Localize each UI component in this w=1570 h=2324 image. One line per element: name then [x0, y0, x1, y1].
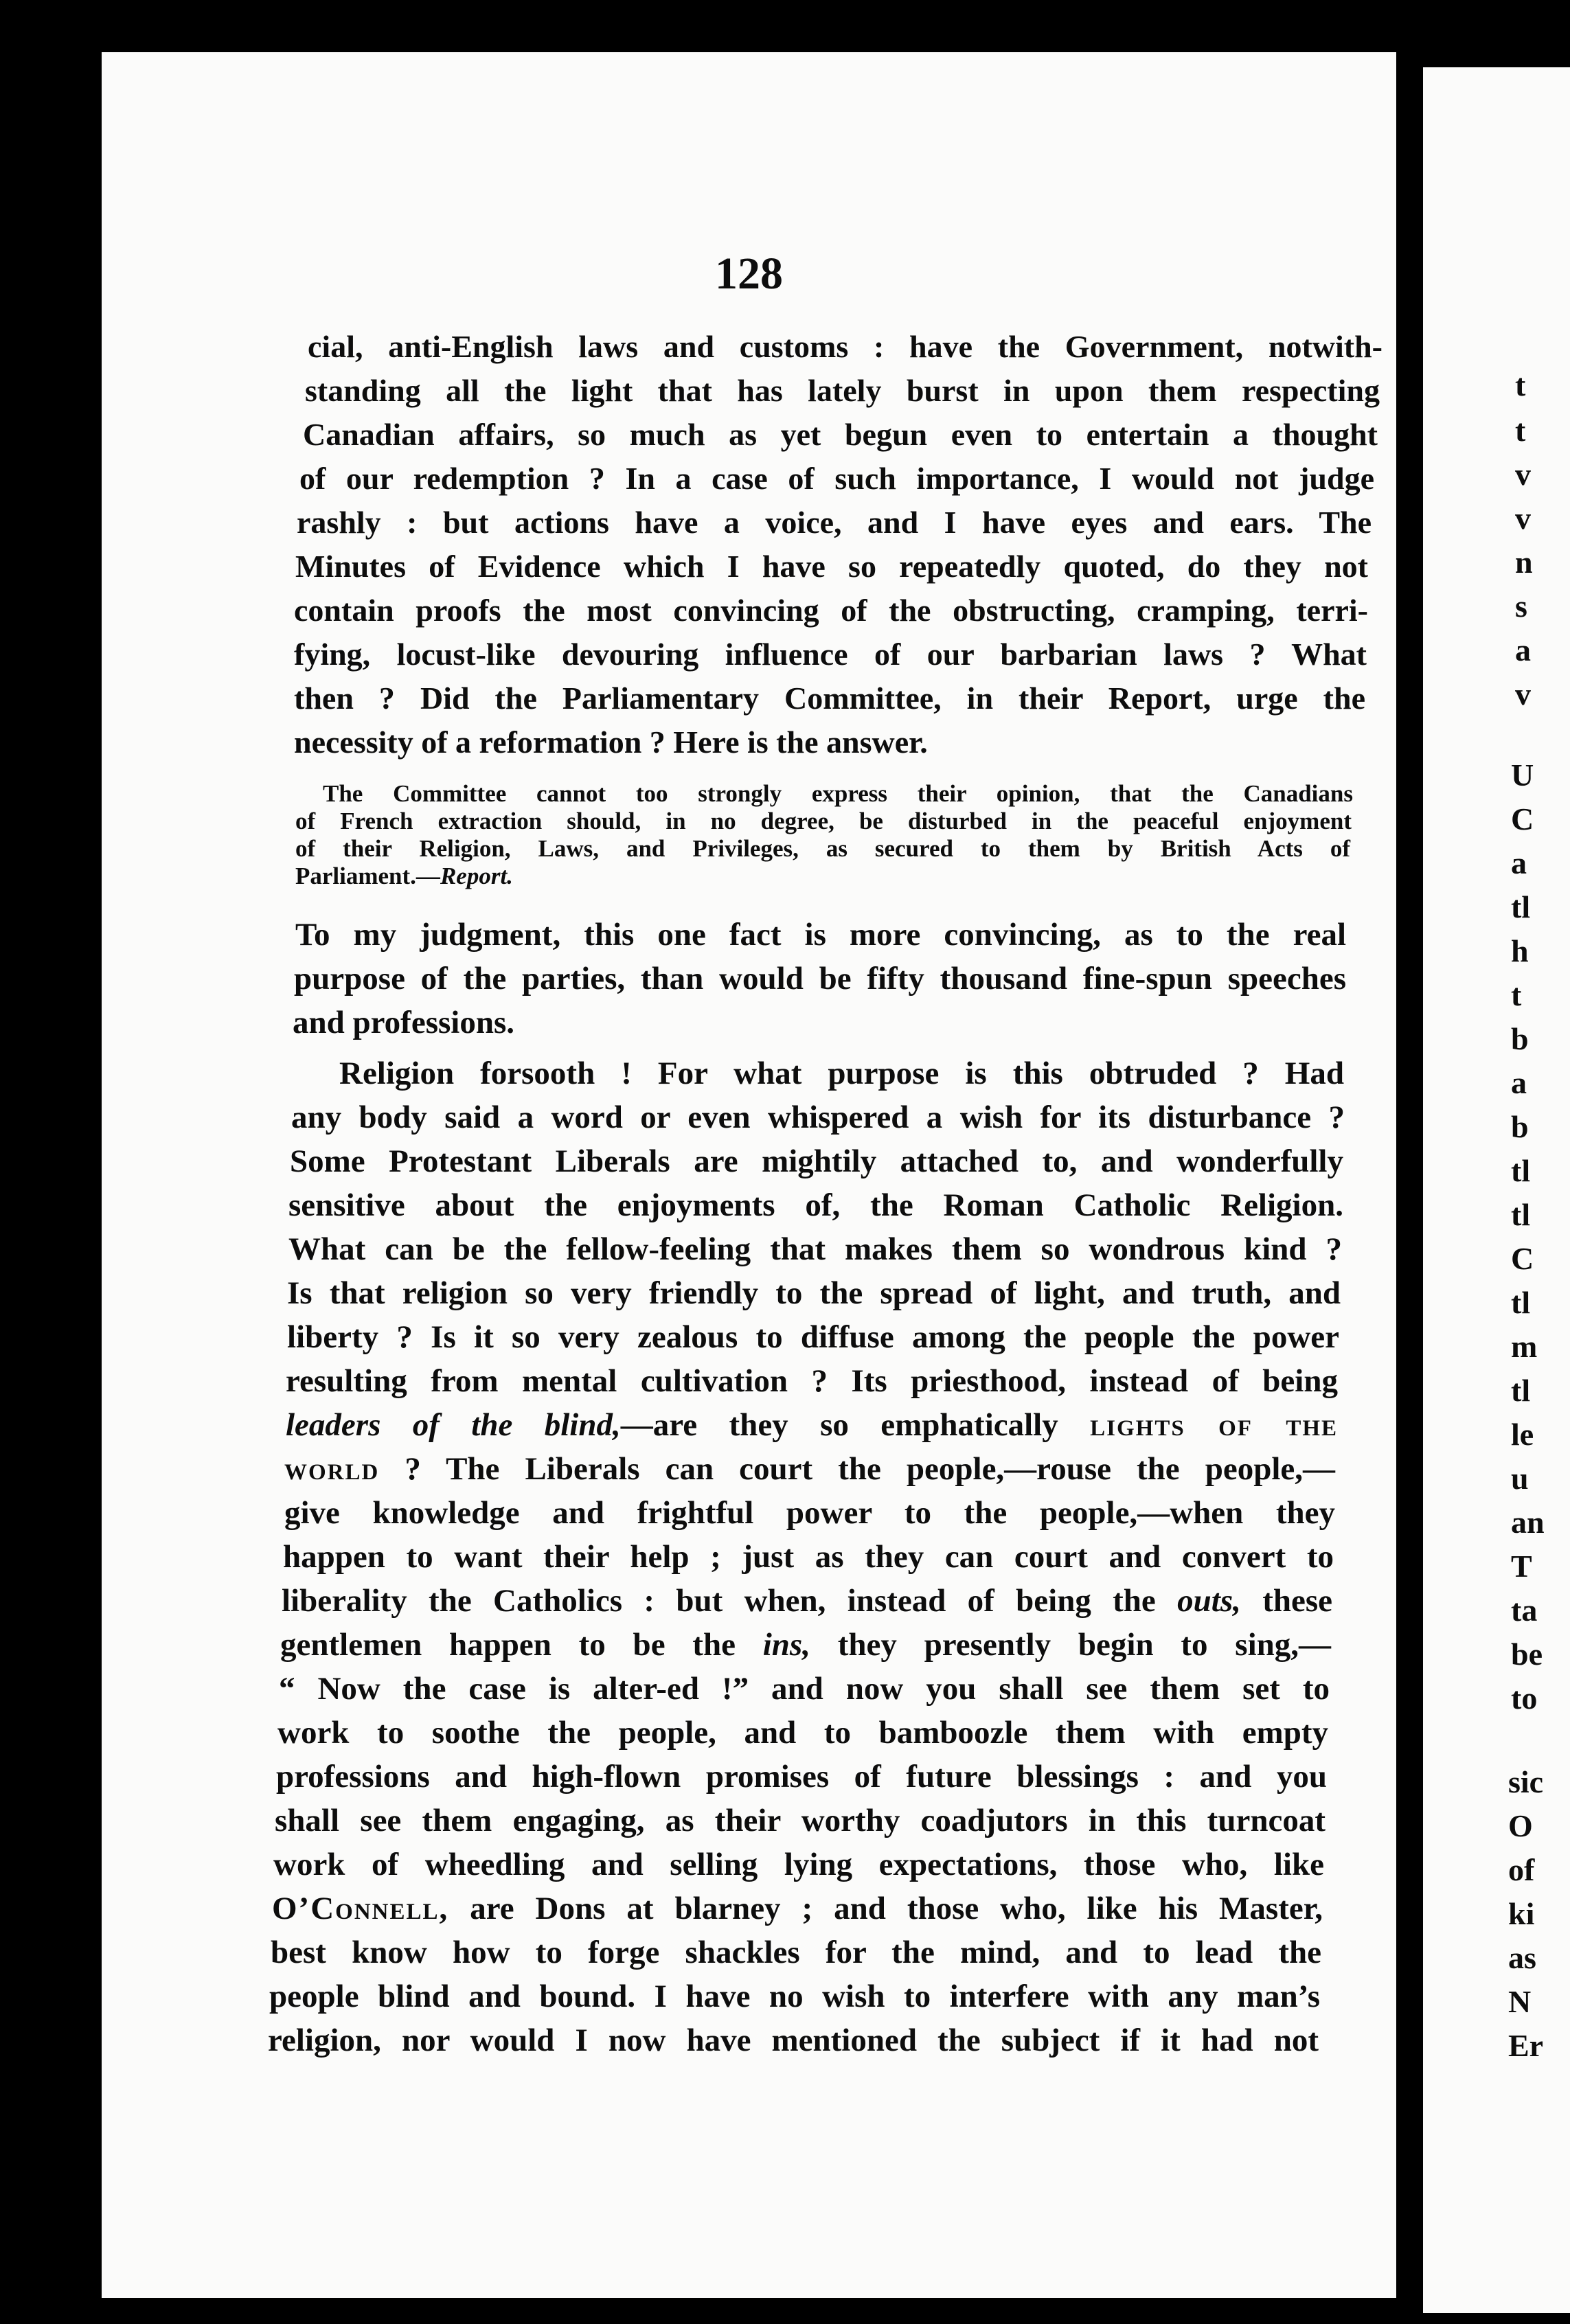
small-caps-phrase: lights of the — [1090, 1407, 1339, 1443]
text-line: What can be the fellow-feeling that makes them so wondrous kind ? — [288, 1231, 1342, 1267]
right-page-fragment: n — [1515, 545, 1533, 580]
text-line: people blind and bound. I have no wish to interfere with any man’s — [269, 1979, 1320, 2014]
italic-phrase: leaders of the blind, — [286, 1407, 621, 1443]
right-page-fragment: a — [1515, 633, 1531, 668]
text-line: necessity of a reformation ? Here is the answer. — [294, 725, 928, 760]
text-line — [282, 1582, 1332, 1619]
right-page-fragment: an — [1511, 1505, 1545, 1540]
small-caps-phrase: world — [284, 1451, 380, 1487]
right-page-fragment: as — [1508, 1940, 1536, 1975]
text-line: then ? Did the Parliamentary Committee, in their Report, urge the — [294, 681, 1365, 716]
text-line — [280, 1626, 1331, 1663]
right-page-fragment: ta — [1511, 1593, 1538, 1628]
right-page-fragment: tl — [1511, 1153, 1531, 1188]
text-line: contain proofs the most convincing of the obstructing, cramping, terri- — [294, 593, 1368, 628]
right-page-fragment: N — [1508, 1984, 1532, 2019]
text-line: happen to want their help ; just as they can court and convert to — [283, 1539, 1334, 1575]
right-page-fragment: U — [1511, 757, 1534, 793]
right-page-fragment: m — [1511, 1329, 1538, 1364]
right-page-fragment: tl — [1511, 1285, 1531, 1320]
right-page-fragment: b — [1511, 1109, 1529, 1144]
text-line: fying, locust-like devouring influence of our barbarian laws ? What — [294, 637, 1367, 672]
text-line: Canadian affairs, so much as yet begun even to entertain a thought — [303, 417, 1378, 452]
text-line: liberty ? Is it so very zealous to diffuse among the people the power — [287, 1319, 1339, 1355]
text-line: religion, nor would I now have mentioned the subject if it had not — [268, 2023, 1319, 2058]
right-page-fragment: v — [1515, 676, 1531, 711]
text-segment: gentlemen happen to be the — [280, 1627, 736, 1663]
right-page-fragment: tl — [1511, 1373, 1531, 1408]
right-page-fragment: h — [1511, 933, 1529, 968]
quote-text: Parliament.— — [295, 863, 440, 889]
right-page-fragment: C — [1511, 1241, 1534, 1276]
text-segment: ? The Liberals can court the people,—rouse the people,— — [405, 1451, 1336, 1487]
right-page-fragment: tl — [1511, 889, 1531, 924]
text-line: resulting from mental cultivation ? Its priesthood, instead of being — [286, 1363, 1338, 1399]
right-page-fragment: ki — [1508, 1896, 1535, 1931]
text-line: rashly : but actions have a voice, and I have eyes and ears. The — [297, 505, 1372, 540]
page-number: 128 — [715, 249, 783, 299]
text-line: Some Protestant Liberals are mightily attached to, and wonderfully — [290, 1143, 1343, 1179]
text-line: Minutes of Evidence which I have so repeatedly quoted, do they not — [295, 549, 1368, 584]
text-line: work to soothe the people, and to bamboozle them with empty — [277, 1715, 1328, 1751]
text-segment: liberality the Catholics : but when, instead of being the — [282, 1583, 1156, 1619]
quote-line: The Committee cannot too strongly express their opinion, that the Canadians — [323, 780, 1353, 807]
right-page-fragment: t — [1515, 367, 1526, 402]
text-line: purpose of the parties, than would be fifty thousand fine-spun speeches — [294, 961, 1346, 996]
quote-line: of their Religion, Laws, and Privileges, as secured to them by British Acts of — [295, 835, 1350, 862]
text-line: shall see them engaging, as their worthy coadjutors in this turncoat — [275, 1803, 1326, 1838]
text-line: best know how to forge shackles for the mind, and to lead the — [271, 1935, 1321, 1970]
right-page-fragment: be — [1511, 1637, 1543, 1672]
right-page-fragment: T — [1511, 1549, 1532, 1584]
left-page — [102, 52, 1396, 2298]
right-page-fragment: s — [1515, 589, 1527, 624]
right-page-fragment: t — [1515, 413, 1526, 448]
right-page-fragment: a — [1511, 1065, 1527, 1100]
right-page-fragment: tl — [1511, 1197, 1531, 1232]
right-page-fragment: v — [1515, 457, 1531, 492]
right-page-fragment: u — [1511, 1461, 1529, 1496]
text-line: of our redemption ? In a case of such importance, I would not judge — [299, 461, 1374, 496]
right-page-fragment: le — [1511, 1417, 1534, 1452]
right-page-fragment: C — [1511, 801, 1534, 836]
italic-phrase: ins, — [762, 1627, 810, 1663]
text-line: and professions. — [293, 1005, 515, 1040]
text-segment: —are they so emphatically — [620, 1407, 1058, 1443]
text-line: cial, anti-English laws and customs : have the Government, notwith- — [308, 329, 1383, 364]
text-line: professions and high-flown promises of future blessings : and you — [276, 1759, 1327, 1795]
text-line: Is that religion so very friendly to the spread of light, and truth, and — [287, 1275, 1341, 1311]
small-caps-phrase: O’Connell, — [272, 1891, 449, 1926]
text-line: standing all the light that has lately burst in upon them respecting — [305, 373, 1380, 408]
quote-line — [295, 863, 513, 890]
right-page-fragment: O — [1508, 1808, 1533, 1843]
italic-phrase: outs, — [1177, 1583, 1241, 1619]
text-line: Religion forsooth ! For what purpose is this obtruded ? Had — [339, 1056, 1344, 1091]
right-page-fragment: a — [1511, 845, 1527, 880]
text-line: “ Now the case is alter-ed !” and now you shall see them set to — [279, 1671, 1330, 1707]
right-page-fragment: sic — [1508, 1764, 1544, 1799]
text-line — [284, 1450, 1335, 1488]
right-page-edge — [1423, 67, 1570, 2313]
text-segment: these — [1262, 1583, 1333, 1619]
text-line — [286, 1406, 1338, 1444]
text-segment: they presently begin to sing,— — [837, 1627, 1332, 1663]
text-line: work of wheedling and selling lying expectations, those who, like — [273, 1847, 1324, 1882]
text-line — [272, 1890, 1323, 1927]
quote-source: Report. — [440, 863, 513, 889]
right-page-fragment: to — [1511, 1681, 1538, 1716]
text-segment: are Dons at blarney ; and those who, like his Master, — [470, 1891, 1323, 1926]
quote-line: of French extraction should, in no degree, be disturbed in the peaceful enjoyment — [295, 808, 1352, 834]
text-line: give knowledge and frightful power to the people,—when they — [284, 1495, 1335, 1531]
right-page-fragment: of — [1508, 1852, 1535, 1887]
right-page-fragment: v — [1515, 501, 1531, 536]
text-line: To my judgment, this one fact is more convincing, as to the real — [295, 917, 1346, 953]
text-line: any body said a word or even whispered a wish for its disturbance ? — [291, 1100, 1345, 1135]
right-page-fragment: b — [1511, 1021, 1529, 1056]
right-page-fragment: t — [1511, 977, 1522, 1012]
right-page-fragment: Er — [1508, 2028, 1544, 2063]
text-line: sensitive about the enjoyments of, the Roman Catholic Religion. — [288, 1187, 1343, 1223]
